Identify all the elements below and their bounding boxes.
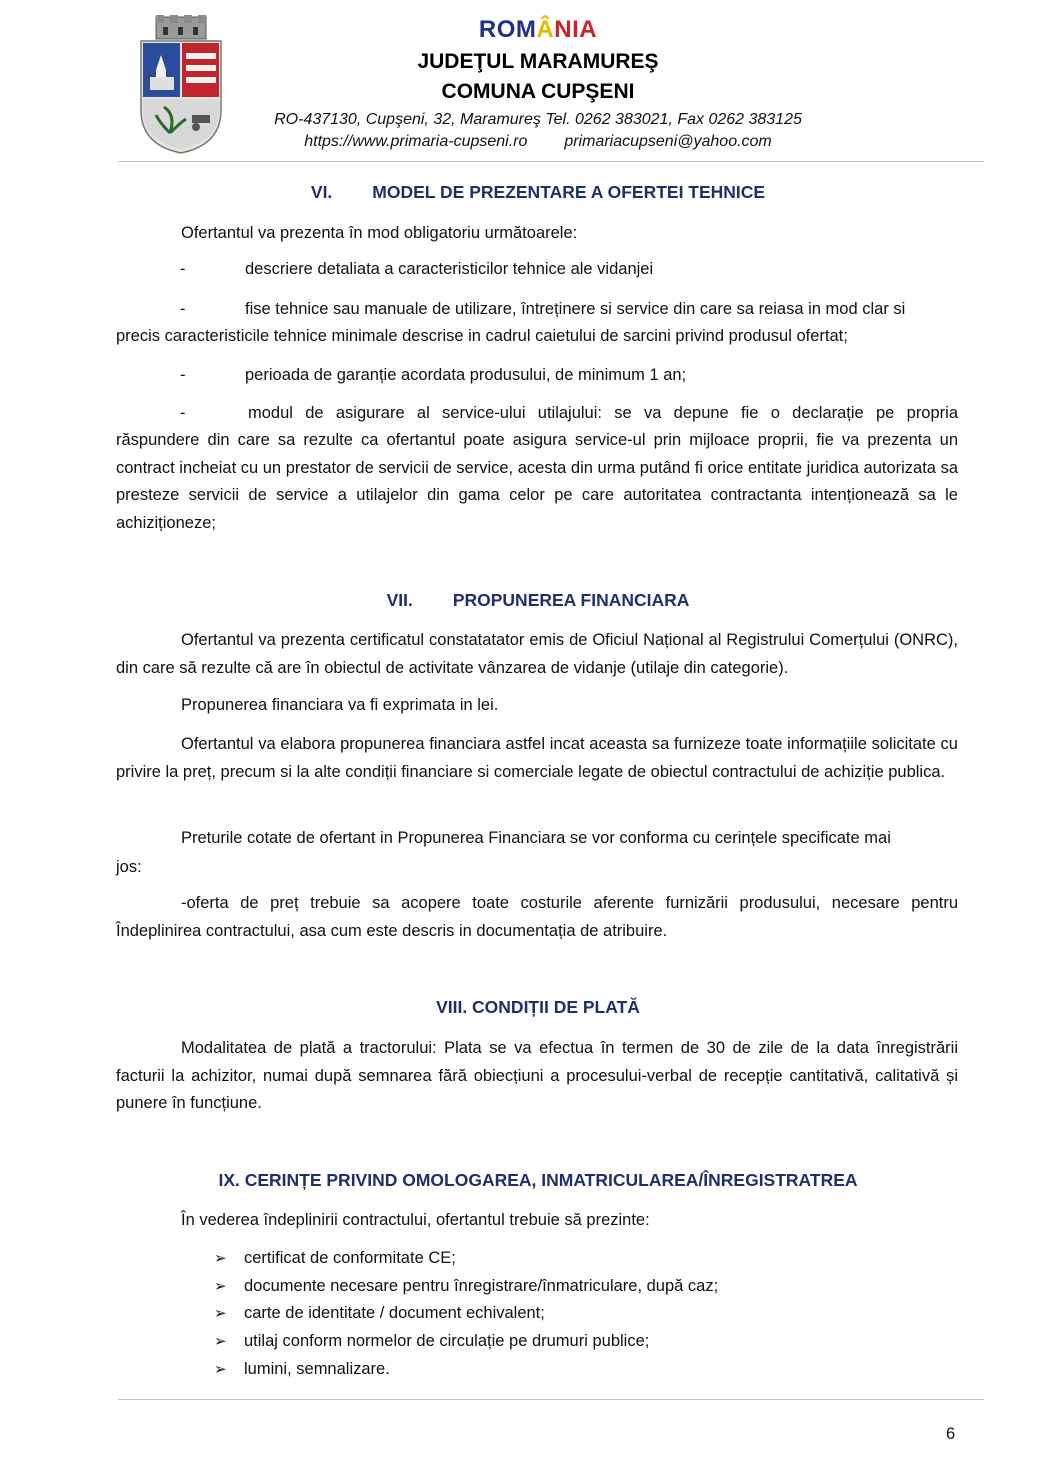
section-vii-p3: Ofertantul va elabora propunerea financiara astfel incat aceasta sa furnizeze toate informațiile solicitate cu privire la preț, precum si la alte condiții financiare si comerciale legate de obiectul contractului de achiziție publica.: [116, 735, 958, 781]
header-contacts: [0, 133, 1038, 151]
section-vi-item-2-cont: precis caracteristicile tehnice minimale descrise in cadrul caietului de sarcini privind produsul ofertat;: [116, 327, 848, 345]
list-item: ➢ carte de identitate / document echivalent;: [214, 1300, 545, 1327]
section-viii-heading: VIII. CONDIȚII DE PLATĂ: [436, 997, 640, 1017]
section-vii-p5: -oferta de preț trebuie sa acopere toate costurile aferente furnizării produsului, necesare pentru Îndeplinirea contractului, asa cum este descris in documentația de atribuire.: [116, 894, 958, 940]
section-vi-item-4-cont: răspundere din care sa rezulte ca ofertantul poate asigura service-ul prin mijloace proprii, fie va prezenta un contract incheiat cu un prestator de servicii de service, acesta din urma putând fi orice entitate juridica autorizata sa presteze servicii de service a utilajelor din gama celor pe care autoritatea contractanta intenționează sa le achiziționeze;: [116, 431, 958, 532]
arrow-bullet-icon: ➢: [214, 1333, 227, 1350]
list-item: ➢ lumini, semnalizare.: [214, 1356, 390, 1383]
arrow-bullet-icon: ➢: [214, 1250, 227, 1267]
arrow-bullet-icon: ➢: [214, 1305, 227, 1322]
footer-divider: [118, 1399, 984, 1400]
list-item: ➢ certificat de conformitate CE;: [214, 1245, 456, 1272]
header-email[interactable]: primariacupseni@yahoo.com: [564, 133, 772, 150]
section-vii-p2: Propunerea financiara va fi exprimata in lei.: [181, 696, 499, 714]
section-viii-p1: Modalitatea de plată a tractorului: Plata se va efectua în termen de 30 de zile de la data înregistrării facturii la achizitor, numai după semnarea fără obiecțiuni a procesului-verbal de recepție cantitativă, calitativă și punere în funcțiune.: [116, 1039, 958, 1112]
section-ix-heading: IX. CERINȚE PRIVIND OMOLOGAREA, INMATRICULAREA/ÎNREGISTRATREA: [218, 1170, 858, 1190]
arrow-bullet-icon: ➢: [214, 1278, 227, 1295]
section-ix-intro: În vederea îndeplinirii contractului, ofertantul trebuie să prezinte:: [181, 1211, 650, 1229]
header-country: ROMÂNIA: [478, 16, 598, 43]
section-vii-p1: Ofertantul va prezenta certificatul constatatator emis de Oficiul Național al Registrului Comerțului (ONRC), din care să rezulte că are în obiectul de activitate vânzarea de vidanje (utilaje din categorie).: [116, 631, 958, 677]
header-commune: COMUNA CUPŞENI: [441, 80, 635, 103]
section-vii-p4-cont: jos:: [116, 858, 142, 876]
arrow-bullet-icon: ➢: [214, 1361, 227, 1378]
header-address: RO-437130, Cupşeni, 32, Maramureş Tel. 0262 383021, Fax 0262 383125: [274, 111, 802, 128]
header-website[interactable]: https://www.primaria-cupseni.ro: [304, 133, 528, 150]
section-vi-heading: VI. MODEL DE PREZENTARE A OFERTEI TEHNICE: [310, 182, 766, 202]
document-page: ROMÂNIA JUDEŢUL MARAMUREŞ COMUNA CUPŞENI RO-437130, Cupşeni, 32, Maramureş Tel. 0262 383021, Fax 0262 383125 https://www.primaria-cupseni.ro primariacupseni@yahoo.com VI. MODEL DE PREZENTARE A OFERTEI TEHNICE Ofertantul va prezenta în mod obligatoriu următoarele: - descriere detaliata a caracteristicilor tehnice ale vidanjei - fise tehnice sau manuale de utilizare, întreținere si service din care sa reiasa in mod clar si precis caracteristicile tehnice minimale descrise in cadrul caietului de sarcini privind produsul ofertat; - perioada de garanție acordata produsului, de minimum 1 an; - modul de asigurare al service-ului utilajului: se va depune fie o declarație pe propria răspundere din care sa rezulte ca ofertantul poate asigura service-ul prin mijloace proprii, fie va prezenta un contract incheiat cu un prestator de servicii de service, acesta din urma putând fi orice entitate juridica autorizata sa presteze servicii de service a utilajelor din gama celor pe care autoritatea contractanta intenționează sa le achiziționeze; VII. PROPUNEREA FINANCIARA Ofertantul va prezenta certificatul constatatator emis de Oficiul Național al Registrului Comerțului (ONRC), din care să rezulte că are în obiectul de activitate vânzarea de vidanje (utilaje din categorie). Propunerea financiara va fi exprimata in lei. Ofertantul va elabora propunerea financiara astfel incat aceasta sa furnizeze toate informațiile solicitate cu privire la preț, precum si la alte condiții financiare si comerciale legate de obiectul contractului de achiziție publica. Preturile cotate de ofertant in Propunerea Financiara se vor conforma cu cerințele specificate mai jos: -oferta de preț trebuie sa acopere toate costurile aferente furnizării produsului, necesare pentru Îndeplinirea contractului, asa cum este descris in documentația de atribuire. VIII. CONDIȚII DE PLATĂ Modalitatea de plată a tractorului: Plata se va efectua în termen de 30 de zile de la data înregistrării facturii la achizitor, numai după semnarea fără obiecțiuni a procesului-verbal de recepție cantitativă, calitativă și punere în funcțiune. IX. CERINȚE PRIVIND OMOLOGAREA, INMATRICULAREA/ÎNREGISTRATREA În vederea îndeplinirii contractului, ofertantul trebuie să prezinte: ➢ certificat de conformitate CE; ➢ documente necesare pentru înregistrare/înmatriculare, după caz; ➢ carte de identitate / document echivalent; ➢ utilaj conform normelor de circulație pe drumuri publice; ➢ lumini, semnalizare. 6: [0, 0, 1038, 1476]
header-county: JUDEŢUL MARAMUREŞ: [417, 50, 659, 73]
section-vii-p4: Preturile cotate de ofertant in Propunerea Financiara se vor conforma cu cerințele specificate mai: [181, 829, 891, 847]
list-item: ➢ utilaj conform normelor de circulație pe drumuri publice;: [214, 1328, 649, 1355]
section-vii-heading: VII. PROPUNEREA FINANCIARA: [386, 590, 690, 610]
section-vi-intro: Ofertantul va prezenta în mod obligatoriu următoarele:: [181, 224, 578, 242]
list-item: ➢ documente necesare pentru înregistrare/înmatriculare, după caz;: [214, 1273, 718, 1300]
page-number: 6: [946, 1425, 956, 1443]
header-divider: [118, 161, 984, 162]
